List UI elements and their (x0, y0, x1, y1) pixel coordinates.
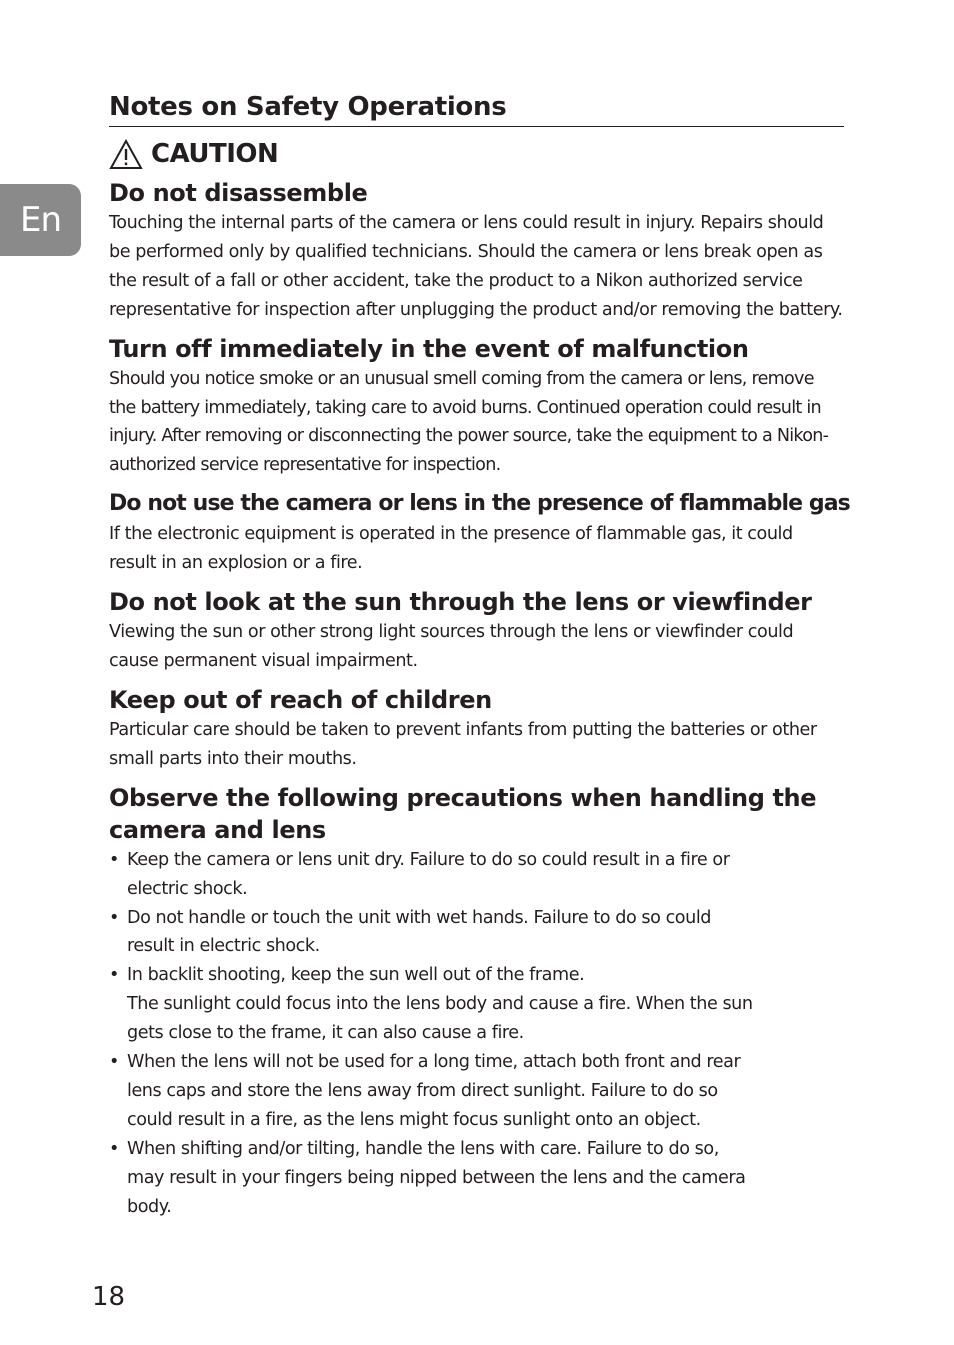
language-tab-label: En (19, 200, 62, 240)
list-item (109, 961, 844, 1048)
language-tab (0, 184, 81, 256)
list-item-line: Keep the camera or lens unit dry. Failure to do so could result in a fire or (127, 849, 730, 870)
bullet-marker: • (109, 1138, 119, 1159)
page-content (109, 88, 850, 1221)
list-item-line: When shifting and/or tilting, handle the lens with care. Failure to do so, (127, 1138, 719, 1159)
bullet-marker: • (109, 965, 119, 986)
section-flammable-gas (109, 488, 850, 578)
warning-triangle-icon (109, 139, 143, 170)
section-heading: Turn off immediately in the event of malfunction (109, 334, 749, 363)
section-heading: Observe the following precautions when handling the camera and lens (109, 783, 817, 844)
section-body: If the electronic equipment is operated in the presence of flammable gas, it could result in an explosion or a fire. (109, 524, 793, 574)
section-body: Viewing the sun or other strong light sources through the lens or viewfinder could cause permanent visual impairment. (109, 622, 794, 671)
bullet-marker: • (109, 1052, 119, 1073)
list-item-line: may result in your fingers being nipped between the lens and the camera (127, 1167, 746, 1188)
list-item-line: The sunlight could focus into the lens body and cause a fire. When the sun (127, 994, 753, 1015)
section-turn-off-malfunction (109, 333, 844, 481)
caution-header (109, 137, 844, 171)
section-body: Particular care should be taken to prevent infants from putting the batteries or other small parts into their mouths. (109, 719, 817, 769)
bullet-marker: • (109, 907, 119, 928)
list-item-line: result in electric shock. (127, 936, 320, 957)
list-item (109, 904, 844, 962)
section-heading: Do not disassemble (109, 179, 368, 207)
bullet-marker: • (109, 849, 119, 870)
list-item-line: body. (127, 1196, 172, 1217)
page-title: Notes on Safety Operations (109, 88, 844, 127)
list-item-line: lens caps and store the lens away from direct sunlight. Failure to do so (127, 1080, 718, 1101)
list-item-line: could result in a fire, as the lens might focus sunlight onto an object. (127, 1109, 701, 1130)
section-do-not-disassemble (109, 177, 844, 325)
caution-label: CAUTION (151, 139, 279, 169)
section-handling-precautions (109, 782, 844, 1222)
list-item-line: When the lens will not be used for a long time, attach both front and rear (127, 1052, 741, 1073)
list-item (109, 1048, 844, 1135)
list-item (109, 846, 844, 904)
list-item-line: In backlit shooting, keep the sun well out of the frame. (127, 965, 585, 986)
section-sun-viewfinder (109, 586, 844, 676)
list-item-line: electric shock. (127, 878, 248, 899)
section-body: Should you notice smoke or an unusual smell coming from the camera or lens, remove the battery immediately, taking care to avoid burns. Continued operation could result in injury. After removing or disconnecting the power source, take the equipment to a Nikon-authorized service representative for inspection. (109, 368, 829, 476)
precautions-list (109, 846, 844, 1222)
list-item (109, 1135, 844, 1222)
list-item-line: Do not handle or touch the unit with wet hands. Failure to do so could (127, 907, 711, 928)
list-item-line: gets close to the frame, it can also cause a fire. (127, 1023, 524, 1044)
section-body: Touching the internal parts of the camera or lens could result in injury. Repairs should be performed only by qualified technicians. Should the camera or lens break open as the result of a fall or other accident, take the product to a Nikon authorized service representative for inspection after unplugging the product and/or removing the battery. (109, 213, 843, 320)
section-heading: Keep out of reach of children (109, 685, 492, 714)
section-heading: Do not use the camera or lens in the presence of flammable gas (109, 491, 850, 517)
section-heading: Do not look at the sun through the lens or viewfinder (109, 588, 812, 617)
page-number: 18 (92, 1282, 126, 1312)
section-children (109, 684, 844, 774)
